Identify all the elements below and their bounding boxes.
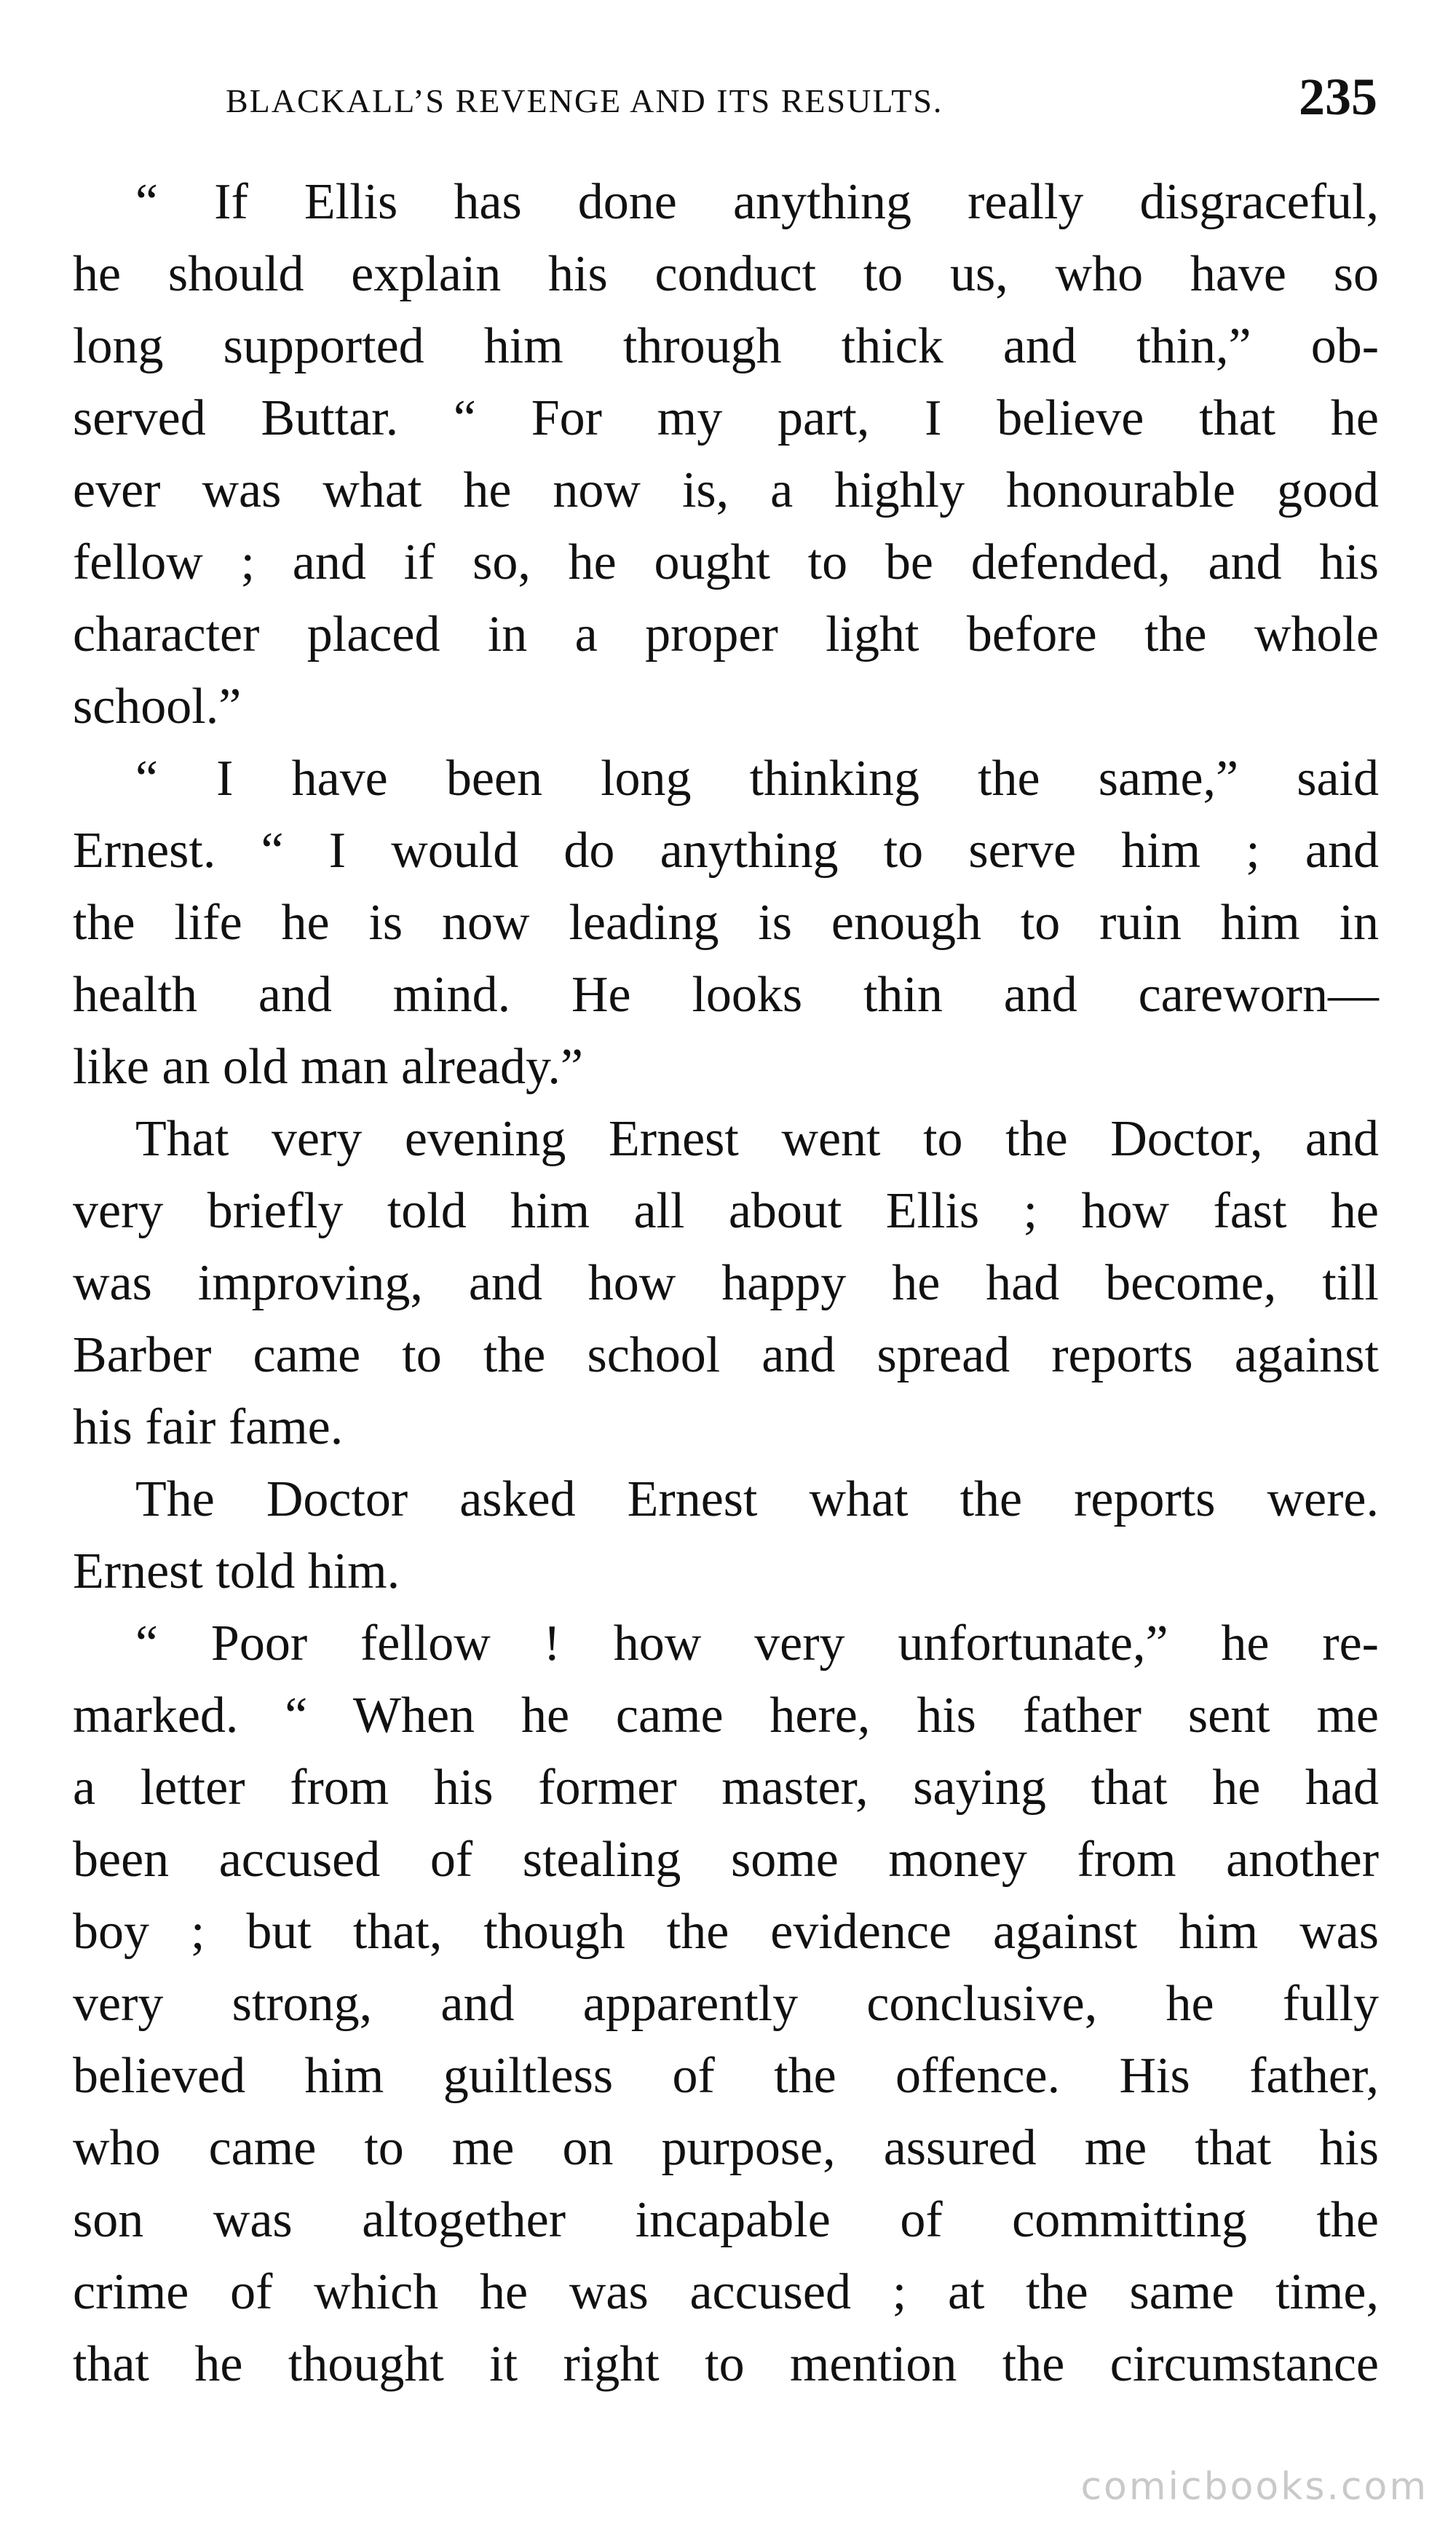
body-text	[73, 166, 1379, 2400]
text-line: been accused of stealing some money from another	[73, 1832, 1379, 1888]
text-line: he should explain his conduct to us, who have so	[73, 246, 1379, 302]
text-line: “ If Ellis has done anything really disgraceful,	[135, 174, 1379, 230]
text-line: The Doctor asked Ernest what the reports were.	[135, 1471, 1379, 1527]
text-line: Barber came to the school and spread reports against	[73, 1327, 1379, 1383]
text-line: that he thought it right to mention the circumstance	[73, 2336, 1379, 2392]
text-line: That very evening Ernest went to the Doctor, and	[135, 1111, 1379, 1167]
text-line: very strong, and apparently conclusive, he fully	[73, 1976, 1379, 2032]
text-line: crime of which he was accused ; at the same time,	[73, 2264, 1379, 2320]
text-line: a letter from his former master, saying that he had	[73, 1760, 1379, 1816]
text-line: “ I have been long thinking the same,” said	[135, 751, 1379, 807]
text-line: who came to me on purpose, assured me that his	[73, 2120, 1379, 2176]
running-head	[226, 67, 1383, 132]
text-line: son was altogether incapable of committing the	[73, 2192, 1379, 2248]
text-line: believed him guiltless of the offence. His father,	[73, 2048, 1379, 2104]
text-line: “ Poor fellow ! how very unfortunate,” he re-	[135, 1615, 1379, 1671]
text-line: fellow ; and if so, he ought to be defended, and his	[73, 534, 1379, 590]
text-line: ever was what he now is, a highly honourable good	[73, 462, 1379, 518]
text-line: like an old man already.”	[73, 1039, 583, 1095]
page-number: 235	[1299, 68, 1377, 126]
text-line: school.”	[73, 679, 242, 735]
text-line: very briefly told him all about Ellis ; how fast he	[73, 1183, 1379, 1239]
text-line: Ernest. “ I would do anything to serve him ; and	[73, 823, 1379, 879]
text-line: boy ; but that, though the evidence against him was	[73, 1904, 1379, 1960]
text-line: marked. “ When he came here, his father sent me	[73, 1688, 1379, 1744]
text-line: character placed in a proper light before the whole	[73, 606, 1379, 662]
text-line: long supported him through thick and thin,” ob-	[73, 318, 1379, 374]
text-line: served Buttar. “ For my part, I believe that he	[73, 390, 1379, 446]
text-line: health and mind. He looks thin and careworn—	[73, 967, 1379, 1023]
watermark: comicbooks.com	[1080, 2465, 1428, 2509]
text-line: his fair fame.	[73, 1399, 344, 1455]
text-line: the life he is now leading is enough to ruin him in	[73, 895, 1379, 951]
text-line: Ernest told him.	[73, 1543, 400, 1599]
text-line: was improving, and how happy he had become, till	[73, 1255, 1379, 1311]
running-head-title: BLACKALL’S REVENGE AND ITS RESULTS.	[226, 82, 943, 119]
